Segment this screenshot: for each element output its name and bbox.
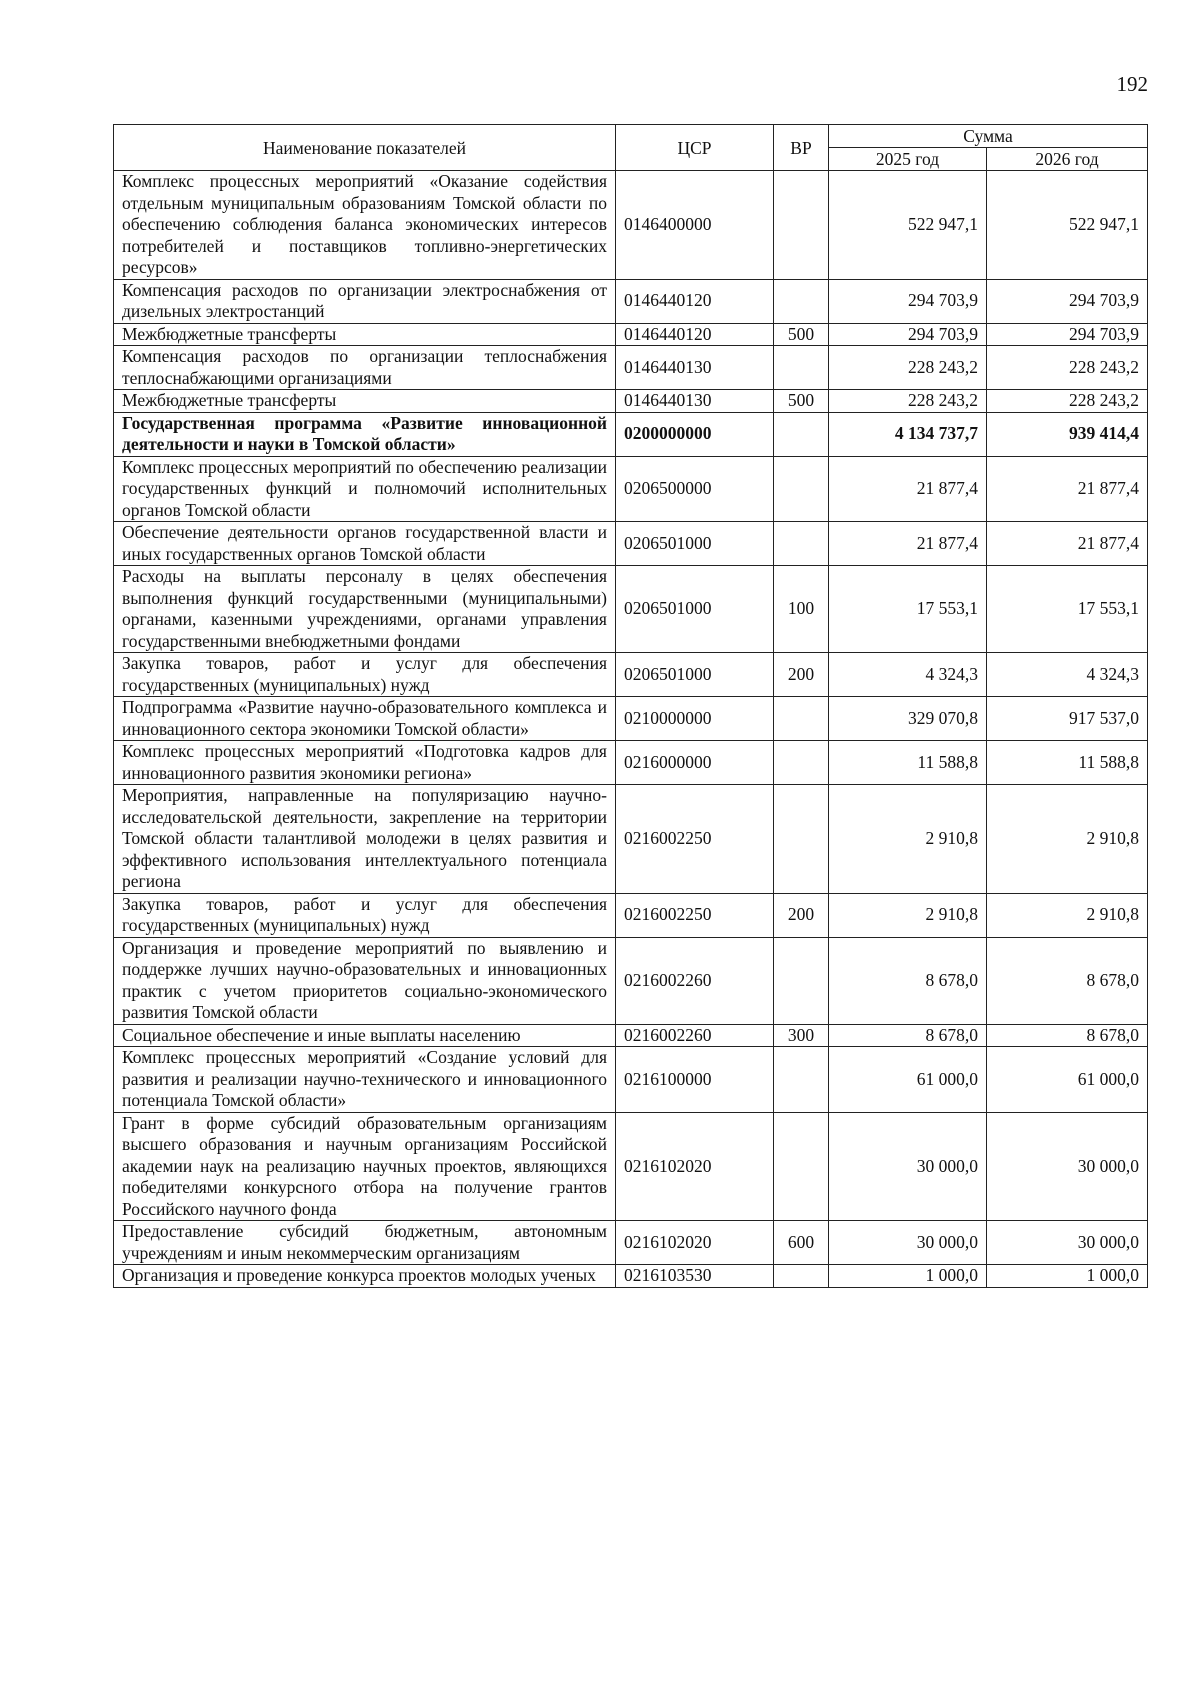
row-csr-cell: 0216100000 bbox=[616, 1047, 774, 1113]
row-sum-2026-cell: 939 414,4 bbox=[987, 412, 1148, 456]
header-csr: ЦСР bbox=[616, 125, 774, 171]
row-csr-cell: 0216002260 bbox=[616, 937, 774, 1024]
table-row bbox=[114, 741, 1148, 785]
row-sum-2025-cell: 8 678,0 bbox=[829, 1024, 987, 1047]
row-name-cell: Расходы на выплаты персоналу в целях обеспечения выполнения функций государственными (муниципальными) органами, казенными учреждениями, органами управления государственными внебюджетными фондами bbox=[114, 566, 616, 653]
row-sum-2026-cell: 2 910,8 bbox=[987, 785, 1148, 894]
row-vr-cell bbox=[774, 412, 829, 456]
row-name-cell: Комплекс процессных мероприятий по обеспечению реализации государственных функций и полномочий исполнительных органов Томской области bbox=[114, 456, 616, 522]
row-vr-cell bbox=[774, 171, 829, 280]
row-csr-cell: 0206501000 bbox=[616, 522, 774, 566]
row-vr-cell: 100 bbox=[774, 566, 829, 653]
row-name-cell: Комплекс процессных мероприятий «Подготовка кадров для инновационного развития экономики региона» bbox=[114, 741, 616, 785]
row-vr-cell bbox=[774, 1047, 829, 1113]
table-row bbox=[114, 785, 1148, 894]
row-csr-cell: 0216002250 bbox=[616, 785, 774, 894]
row-vr-cell: 200 bbox=[774, 893, 829, 937]
row-csr-cell: 0146400000 bbox=[616, 171, 774, 280]
row-sum-2025-cell: 21 877,4 bbox=[829, 522, 987, 566]
header-year-2026: 2026 год bbox=[987, 148, 1148, 171]
row-sum-2026-cell: 917 537,0 bbox=[987, 697, 1148, 741]
table-row bbox=[114, 937, 1148, 1024]
row-name-cell: Обеспечение деятельности органов государственной власти и иных государственных органов Томской области bbox=[114, 522, 616, 566]
row-name-cell: Предоставление субсидий бюджетным, автономным учреждениям и иным некоммерческим организациям bbox=[114, 1221, 616, 1265]
row-vr-cell: 600 bbox=[774, 1221, 829, 1265]
row-sum-2025-cell: 21 877,4 bbox=[829, 456, 987, 522]
row-sum-2025-cell: 4 134 737,7 bbox=[829, 412, 987, 456]
table-row bbox=[114, 697, 1148, 741]
row-name-cell: Компенсация расходов по организации электроснабжения от дизельных электростанций bbox=[114, 279, 616, 323]
row-sum-2026-cell: 294 703,9 bbox=[987, 279, 1148, 323]
table-row bbox=[114, 346, 1148, 390]
row-vr-cell bbox=[774, 522, 829, 566]
row-sum-2026-cell: 30 000,0 bbox=[987, 1112, 1148, 1221]
row-sum-2025-cell: 8 678,0 bbox=[829, 937, 987, 1024]
row-sum-2026-cell: 2 910,8 bbox=[987, 893, 1148, 937]
budget-table bbox=[113, 124, 1148, 1288]
row-sum-2025-cell: 61 000,0 bbox=[829, 1047, 987, 1113]
row-csr-cell: 0146440130 bbox=[616, 390, 774, 413]
row-vr-cell: 200 bbox=[774, 653, 829, 697]
table-header bbox=[114, 125, 1148, 171]
table-row bbox=[114, 1024, 1148, 1047]
row-vr-cell: 500 bbox=[774, 323, 829, 346]
table-row bbox=[114, 456, 1148, 522]
table-row bbox=[114, 893, 1148, 937]
row-sum-2025-cell: 4 324,3 bbox=[829, 653, 987, 697]
row-name-cell: Межбюджетные трансферты bbox=[114, 390, 616, 413]
row-vr-cell bbox=[774, 741, 829, 785]
row-sum-2026-cell: 522 947,1 bbox=[987, 171, 1148, 280]
row-name-cell: Организация и проведение конкурса проектов молодых ученых bbox=[114, 1265, 616, 1288]
table-row bbox=[114, 390, 1148, 413]
row-sum-2026-cell: 61 000,0 bbox=[987, 1047, 1148, 1113]
row-name-cell: Компенсация расходов по организации теплоснабжения теплоснабжающими организациями bbox=[114, 346, 616, 390]
row-vr-cell bbox=[774, 1112, 829, 1221]
row-name-cell: Закупка товаров, работ и услуг для обеспечения государственных (муниципальных) нужд bbox=[114, 893, 616, 937]
row-vr-cell bbox=[774, 1265, 829, 1288]
row-sum-2026-cell: 30 000,0 bbox=[987, 1221, 1148, 1265]
row-sum-2026-cell: 294 703,9 bbox=[987, 323, 1148, 346]
row-csr-cell: 0216103530 bbox=[616, 1265, 774, 1288]
table-row bbox=[114, 1112, 1148, 1221]
table-row bbox=[114, 171, 1148, 280]
row-sum-2026-cell: 4 324,3 bbox=[987, 653, 1148, 697]
row-sum-2025-cell: 11 588,8 bbox=[829, 741, 987, 785]
row-sum-2025-cell: 294 703,9 bbox=[829, 323, 987, 346]
row-sum-2026-cell: 11 588,8 bbox=[987, 741, 1148, 785]
row-vr-cell: 300 bbox=[774, 1024, 829, 1047]
row-sum-2025-cell: 228 243,2 bbox=[829, 390, 987, 413]
row-sum-2026-cell: 21 877,4 bbox=[987, 456, 1148, 522]
row-csr-cell: 0146440120 bbox=[616, 323, 774, 346]
row-sum-2026-cell: 21 877,4 bbox=[987, 522, 1148, 566]
row-name-cell: Закупка товаров, работ и услуг для обеспечения государственных (муниципальных) нужд bbox=[114, 653, 616, 697]
header-name: Наименование показателей bbox=[114, 125, 616, 171]
header-vr: ВР bbox=[774, 125, 829, 171]
row-sum-2025-cell: 17 553,1 bbox=[829, 566, 987, 653]
table-row bbox=[114, 653, 1148, 697]
row-csr-cell: 0200000000 bbox=[616, 412, 774, 456]
table-row bbox=[114, 1221, 1148, 1265]
table-row bbox=[114, 1265, 1148, 1288]
row-sum-2025-cell: 329 070,8 bbox=[829, 697, 987, 741]
row-vr-cell: 500 bbox=[774, 390, 829, 413]
row-name-cell: Социальное обеспечение и иные выплаты населению bbox=[114, 1024, 616, 1047]
row-name-cell: Государственная программа «Развитие инновационной деятельности и науки в Томской области» bbox=[114, 412, 616, 456]
row-csr-cell: 0216002260 bbox=[616, 1024, 774, 1047]
row-sum-2025-cell: 522 947,1 bbox=[829, 171, 987, 280]
header-year-2025: 2025 год bbox=[829, 148, 987, 171]
row-sum-2025-cell: 2 910,8 bbox=[829, 785, 987, 894]
row-name-cell: Межбюджетные трансферты bbox=[114, 323, 616, 346]
row-vr-cell bbox=[774, 279, 829, 323]
row-name-cell: Мероприятия, направленные на популяризацию научно-исследовательской деятельности, закрепление на территории Томской области талантливой молодежи в целях развития и эффективного использования интеллектуального потенциала региона bbox=[114, 785, 616, 894]
row-sum-2026-cell: 8 678,0 bbox=[987, 937, 1148, 1024]
row-name-cell: Комплекс процессных мероприятий «Создание условий для развития и реализации научно-технического и инновационного потенциала Томской области» bbox=[114, 1047, 616, 1113]
table-row bbox=[114, 323, 1148, 346]
row-csr-cell: 0146440120 bbox=[616, 279, 774, 323]
row-vr-cell bbox=[774, 346, 829, 390]
row-vr-cell bbox=[774, 456, 829, 522]
row-name-cell: Организация и проведение мероприятий по выявлению и поддержке лучших научно-образовательных и инновационных практик с учетом приоритетов социально-экономического развития Томской области bbox=[114, 937, 616, 1024]
row-name-cell: Грант в форме субсидий образовательным организациям высшего образования и научным организациям Российской академии наук на реализацию научных проектов, являющихся победителями конкурсного отбора на получение грантов Российского научного фонда bbox=[114, 1112, 616, 1221]
row-vr-cell bbox=[774, 785, 829, 894]
table-row bbox=[114, 522, 1148, 566]
header-sum: Сумма bbox=[829, 125, 1148, 148]
table-row bbox=[114, 566, 1148, 653]
row-csr-cell: 0206501000 bbox=[616, 566, 774, 653]
row-sum-2025-cell: 1 000,0 bbox=[829, 1265, 987, 1288]
row-vr-cell bbox=[774, 697, 829, 741]
row-sum-2026-cell: 1 000,0 bbox=[987, 1265, 1148, 1288]
table-row bbox=[114, 412, 1148, 456]
row-sum-2025-cell: 2 910,8 bbox=[829, 893, 987, 937]
row-vr-cell bbox=[774, 937, 829, 1024]
table-body bbox=[114, 171, 1148, 1288]
row-sum-2026-cell: 228 243,2 bbox=[987, 346, 1148, 390]
row-sum-2026-cell: 228 243,2 bbox=[987, 390, 1148, 413]
row-sum-2025-cell: 30 000,0 bbox=[829, 1112, 987, 1221]
row-csr-cell: 0216102020 bbox=[616, 1221, 774, 1265]
row-sum-2026-cell: 8 678,0 bbox=[987, 1024, 1148, 1047]
row-csr-cell: 0206501000 bbox=[616, 653, 774, 697]
row-name-cell: Комплекс процессных мероприятий «Оказание содействия отдельным муниципальным образованиям Томской области по обеспечению соблюдения баланса экономических интересов потребителей и поставщиков топливно-энергетических ресурсов» bbox=[114, 171, 616, 280]
row-csr-cell: 0216002250 bbox=[616, 893, 774, 937]
row-csr-cell: 0216102020 bbox=[616, 1112, 774, 1221]
row-sum-2025-cell: 294 703,9 bbox=[829, 279, 987, 323]
table-row bbox=[114, 1047, 1148, 1113]
row-sum-2025-cell: 30 000,0 bbox=[829, 1221, 987, 1265]
row-name-cell: Подпрограмма «Развитие научно-образовательного комплекса и инновационного сектора экономики Томской области» bbox=[114, 697, 616, 741]
row-csr-cell: 0210000000 bbox=[616, 697, 774, 741]
row-csr-cell: 0146440130 bbox=[616, 346, 774, 390]
table-row bbox=[114, 279, 1148, 323]
row-sum-2026-cell: 17 553,1 bbox=[987, 566, 1148, 653]
row-sum-2025-cell: 228 243,2 bbox=[829, 346, 987, 390]
row-csr-cell: 0206500000 bbox=[616, 456, 774, 522]
page-number: 192 bbox=[1116, 72, 1148, 96]
row-csr-cell: 0216000000 bbox=[616, 741, 774, 785]
